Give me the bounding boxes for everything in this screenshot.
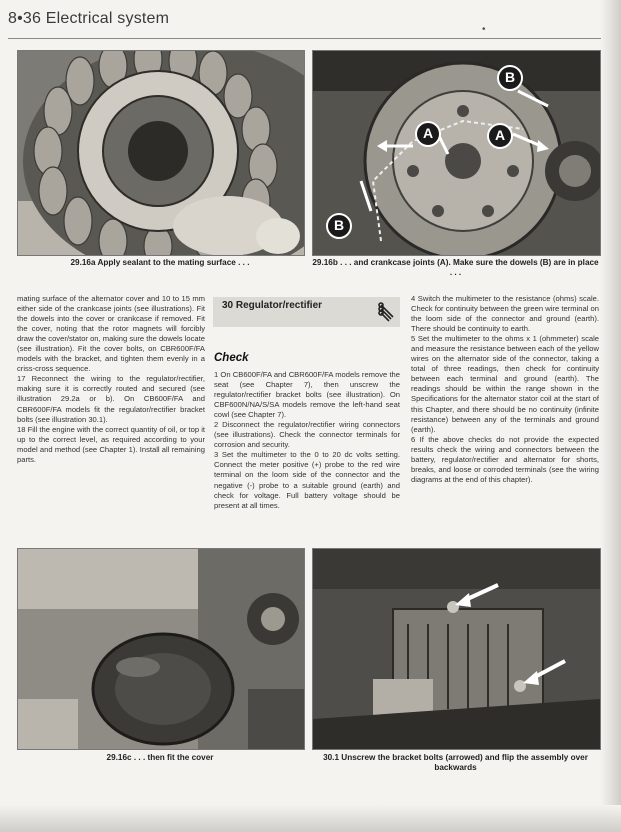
figure-3-photo bbox=[17, 548, 305, 750]
col1-paragraph-2: 17 Reconnect the wiring to the regulator/rectifier, making sure it is correctly routed and secured (see illustration 29.2a or b). On CB600F/FA and CBR600F/FA models fit the regulator/rectifier bracket bolts (see illustration 30.1). bbox=[17, 374, 205, 424]
col3-paragraph-3: 6 If the above checks do not provide the expected results check the wiring and connectors between the battery, regulator/rectifier and alternator for shorts, breaks, and loose or corroded terminals (see the wiring diagrams at the end of this chapter). bbox=[411, 434, 599, 484]
figure-4-caption: 30.1 Unscrew the bracket bolts (arrowed) and flip the assembly over backwards bbox=[323, 753, 588, 772]
page-title: 8•36 Electrical system bbox=[8, 10, 170, 27]
col1-paragraph-1: mating surface of the alternator cover and 10 to 15 mm either side of the crankcase joints (see illustrations). Fit the dowels into the cover or crankcase if removed. Fit the cover, noting that the rotor magnets will forcibly draw the cover/stator on, making sure the dowels locate (see illustration). Fit the cover bolts, on CBR600F/FA models with the bracket, and tighten them evenly in a criss-cross sequence. bbox=[17, 294, 205, 374]
label-a-1-text: A bbox=[422, 125, 434, 141]
section-title: 30 Regulator/rectifier bbox=[222, 300, 323, 311]
col2-paragraph-2: 2 Disconnect the regulator/rectifier wiring connectors (see illustrations). Check the connector terminals for corrosion and security. bbox=[214, 420, 400, 450]
figure-2-number: 29.16b bbox=[312, 258, 338, 267]
figure-2-caption bbox=[312, 258, 599, 278]
label-a-2-text: A bbox=[494, 127, 506, 143]
col3-paragraph-1: 4 Switch the multimeter to the resistance (ohms) scale. Check for continuity between the green wire terminal on the loom side of the connector and ground (earth). There should be continuity to earth. bbox=[411, 294, 599, 334]
text-column-2 bbox=[214, 370, 400, 511]
figure-2-caption-text: . . . and crankcase joints (A). Make sure the dowels (B) are in place . . . bbox=[340, 258, 599, 277]
figure-3-caption: 29.16c . . . then fit the cover bbox=[106, 753, 214, 762]
text-column-3 bbox=[411, 294, 599, 485]
subsection-check: Check bbox=[214, 352, 249, 364]
col3-paragraph-2: 5 Set the multimeter to the ohms x 1 (ohmmeter) scale and measure the resistance between each of the yellow wires on the alternator side of the connector, taking a total of three readings, then check for continuity between each terminal and ground (earth). The readings should be within the range shown in the Specifications for the alternator stator coil at the start of this Chapter, and there should be no continuity (infinite resistance) between any of the terminals and ground (earth). bbox=[411, 334, 599, 434]
label-b-2-text: B bbox=[333, 217, 345, 233]
page-edge-bottom bbox=[0, 805, 621, 832]
text-column-1 bbox=[17, 294, 205, 465]
figure-2-photo bbox=[312, 50, 601, 256]
label-b-1-text: B bbox=[504, 69, 516, 85]
col2-paragraph-3: 3 Set the multimeter to the 0 to 20 dc volts setting. Connect the meter positive (+) probe to the red wire terminal on the loom side of the connector and the negative (-) probe to a suitable ground (earth) and check for voltage. Full battery voltage should be present at all times. bbox=[214, 450, 400, 510]
figure-4-photo bbox=[312, 548, 601, 750]
figure-1-caption: 29.16a Apply sealant to the mating surface . . . bbox=[70, 258, 250, 267]
figure-1-photo bbox=[17, 50, 305, 256]
header-rule bbox=[8, 38, 608, 39]
page-edge-right bbox=[601, 0, 621, 832]
col1-paragraph-3: 18 Fill the engine with the correct quantity of oil, or top it up to the correct level, as required according to your model and method (see Chapter 1). Install all remaining parts. bbox=[17, 424, 205, 464]
page-marker: • bbox=[482, 24, 486, 35]
wrench-level-icon bbox=[378, 301, 396, 323]
col2-paragraph-1: 1 On CB600F/FA and CBR600F/FA models remove the seat (see Chapter 7), then unscrew the regulator/rectifier bracket bolts (see illustration). On CBF600N/NA/S/SA models remove the left-hand seat cowl (see Chapter 7). bbox=[214, 370, 400, 420]
